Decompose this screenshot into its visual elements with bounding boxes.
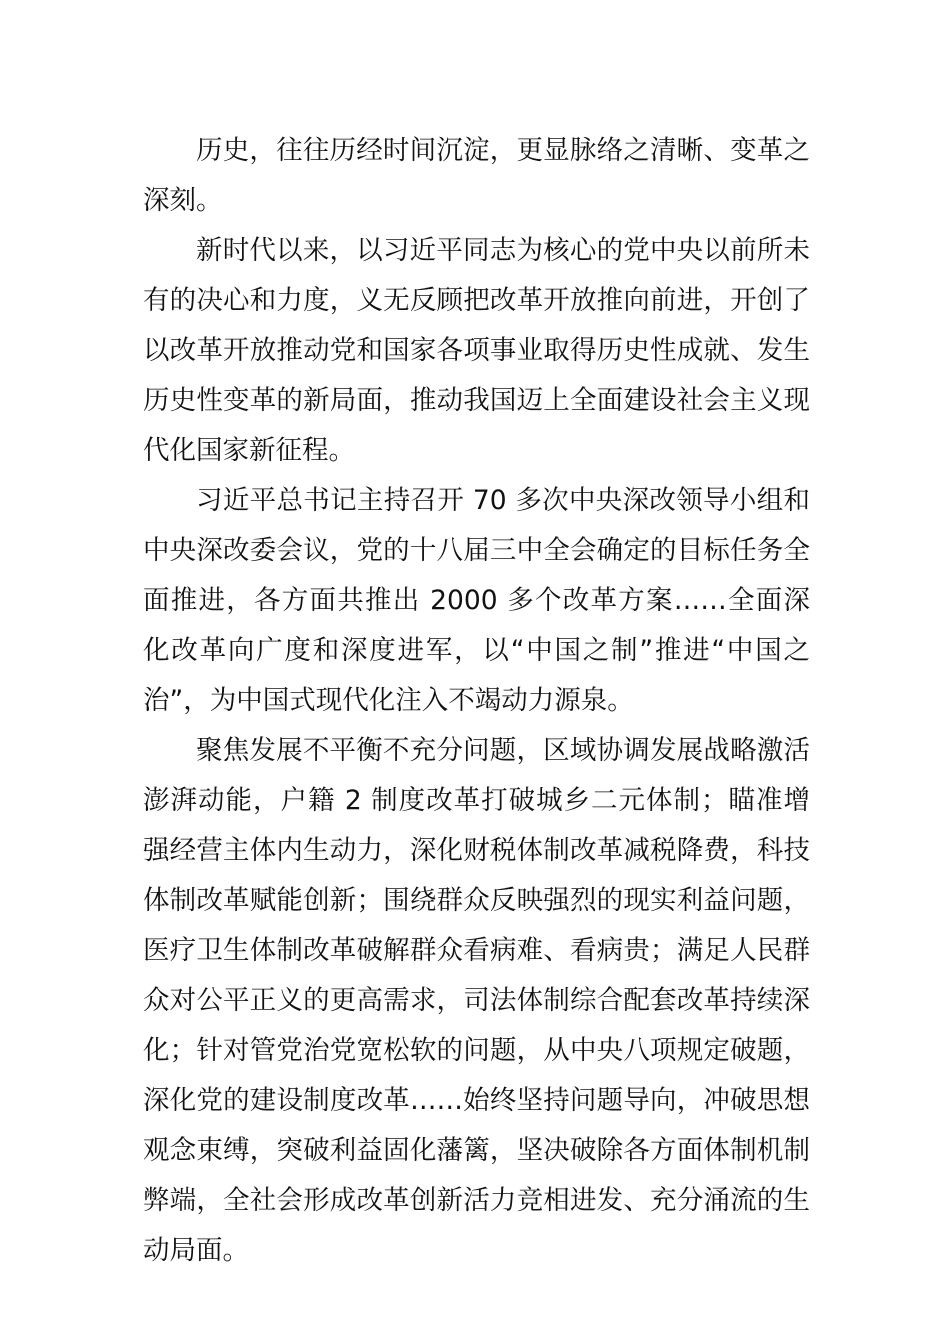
- paragraph-4: 聚焦发展不平衡不充分问题，区域协调发展战略激活澎湃动能，户籍 2 制度改革打破城乡二元体制；瞄准增强经营主体内生动力，深化财税体制改革减税降费，科技体制改革赋能创新；围绕群众反映强烈的现实利益问题，医疗卫生体制改革破解群众看病难、看病贵；满足人民群众对公平正义的更高需求，司法体制综合配套改革持续深化；针对管党治党宽松软的问题，从中央八项规定破题，深化党的建设制度改革……始终坚持问题导向，冲破思想观念束缚，突破利益固化藩篱，坚决破除各方面体制机制弊端，全社会形成改革创新活力竞相进发、充分涌流的生动局面。: [143, 735, 810, 1266]
- document-body: [143, 126, 810, 1276]
- paragraph-3: 习近平总书记主持召开 70 多次中央深改领导小组和中央深改委会议，党的十八届三中全会确定的目标任务全面推进，各方面共推出 2000 多个改革方案……全面深化改革向广度和深度进军，以“中国之制”推进“中国之治”，为中国式现代化注入不竭动力源泉。: [143, 485, 810, 716]
- paragraph-2: 新时代以来，以习近平同志为核心的党中央以前所未有的决心和力度，义无反顾把改革开放推向前进，开创了以改革开放推动党和国家各项事业取得历史性成就、发生历史性变革的新局面，推动我国迈上全面建设社会主义现代化国家新征程。: [143, 235, 810, 466]
- paragraph-1: 历史，往往历经时间沉淀，更显脉络之清晰、变革之深刻。: [143, 135, 810, 216]
